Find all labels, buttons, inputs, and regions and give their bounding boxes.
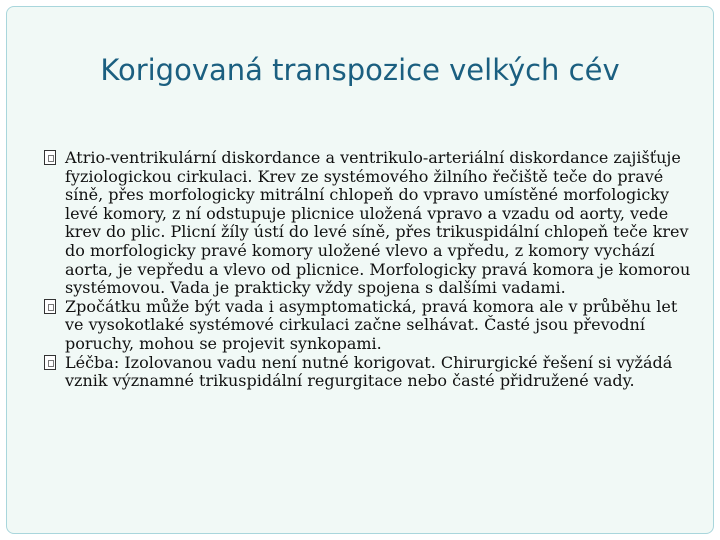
bullet-item-1 [44, 149, 694, 298]
slide-title: Korigovaná transpozice velkých cév [100, 53, 620, 87]
missing-glyph-box-icon [44, 355, 56, 370]
bullet-item-3 [44, 354, 694, 391]
bullet-text-1: Atrio-ventrikulární diskordance a ventrikulo-arteriální diskordance zajišťuje fyziologickou cirkulaci. Krev ze systémového žilního řečiště teče do pravé síně, přes morfologicky mitrální chlopeň do vpravo umístěné morfologicky levé komory, z ní odstupuje plicnice uložená vpravo a vzadu od aorty, vede krev do plic. Plicní žíly ústí do levé síně, přes trikuspidální chlopeň teče krev do morfologicky pravé komory uložené vlevo a vpředu, z komory vychází aorta, je vepředu a vlevo od plicnice. Morfologicky pravá komora je komorou systémovou. Vada je prakticky vždy spojena s dalšími vadami. [65, 148, 691, 298]
bullet-list [44, 149, 694, 391]
missing-glyph-box-icon [44, 299, 56, 314]
bullet-text-2: Zpočátku může být vada i asymptomatická, pravá komora ale v průběhu let ve vysokotlaké systémové cirkulaci začne selhávat. Časté jsou převodní poruchy, mohou se projevit synkopami. [65, 296, 678, 353]
missing-glyph-box-icon [44, 150, 56, 165]
bullet-text-3: Léčba: Izolovanou vadu není nutné korigovat. Chirurgické řešení si vyžádá vznik významné trikuspidální regurgitace nebo časté přidružené vady. [65, 352, 673, 391]
bullet-item-2 [44, 298, 694, 354]
